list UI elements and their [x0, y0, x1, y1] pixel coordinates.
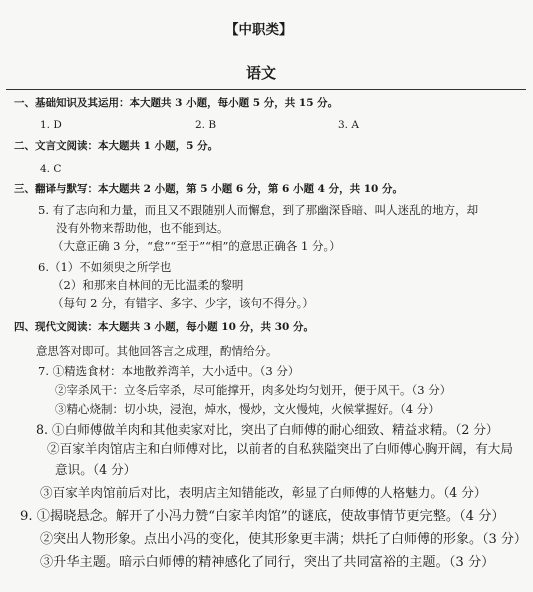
answer-2: 2. B — [195, 119, 217, 131]
answer-7-line-1: 7. ①精选食材：本地散养湾羊，大小适中。（3 分） — [38, 364, 300, 378]
answer-5-scoring: （大意正确 3 分，“怠”“至于”“相”的意思正确各 1 分。） — [52, 239, 341, 253]
answer-1: 1. D — [40, 119, 62, 131]
answer-7-line-2: ②宰杀风干：立冬后宰杀，尽可能撑开，肉多处均匀划开，便于风干。（3 分） — [55, 383, 452, 397]
answer-9-line-1: 9. ①揭晓悬念。解开了小冯力赞“白家羊肉馆”的谜底，使故事情节更完整。（4 分） — [20, 509, 505, 524]
answer-4: 4. C — [40, 163, 62, 175]
subject-title: 语文 — [246, 64, 277, 82]
answer-8-line-1: 8. ①白师傅做羊肉和其他卖家对比，突出了白师傅的耐心细致、精益求精。（2 分） — [36, 422, 499, 437]
answer-5-line-1: 5. 有了志向和力量，而且又不跟随别人而懈怠，到了那幽深昏暗、叫人迷乱的地方，却 — [38, 203, 479, 217]
answer-3: 3. A — [338, 119, 359, 131]
answer-8-line-4: ③百家羊肉馆前后对比，表明店主知错能改，彰显了白师傅的人格魅力。（4 分） — [40, 485, 487, 500]
section-1-heading: 一、基础知识及其运用：本大题共 3 小题，每小题 5 分，共 15 分。 — [14, 97, 339, 109]
answer-6-line-2: （2）和那来自林间的无比温柔的黎明 — [52, 278, 244, 292]
answer-7-line-3: ③精心烧制：切小块，浸泡，焯水，慢炒，文火慢炖，火候掌握好。（4 分） — [55, 402, 440, 416]
section-3-heading: 三、翻译与默写：本大题共 2 小题，第 5 小题 6 分，第 6 小题 4 分，共 10 分。 — [14, 183, 404, 195]
header-divider — [6, 89, 526, 90]
answer-6-scoring: （每句 2 分，有错字、多字、少字，该句不得分。） — [52, 296, 314, 310]
answer-5-line-2: 没有外物来帮助他，也不能到达。 — [56, 221, 229, 235]
answer-9-line-2: ②突出人物形象。点出小冯的变化，使其形象更丰满；烘托了白师傅的形象。（3 分） — [40, 532, 527, 547]
grading-note: 意思答对即可。其他回答言之成理，酌情给分。 — [36, 344, 278, 358]
answer-8-line-3: 意识。（4 分） — [55, 462, 137, 477]
exam-category-title: 【中职类】 — [225, 22, 293, 38]
answer-8-line-2: ②百家羊肉馆店主和白师傅对比，以前者的自私狭隘突出了白师傅心胸开阔，有大局 — [47, 441, 513, 456]
section-2-heading: 二、文言文阅读：本大题共 1 小题，5 分。 — [14, 140, 219, 152]
answer-6-line-1: 6.（1）不如须臾之所学也 — [38, 260, 172, 274]
answer-9-line-3: ③升华主题。暗示白师傅的精神感化了同行，突出了共同富裕的主题。（3 分） — [40, 555, 495, 570]
section-4-heading: 四、现代文阅读：本大题共 3 小题，每小题 10 分，共 30 分。 — [14, 321, 314, 333]
